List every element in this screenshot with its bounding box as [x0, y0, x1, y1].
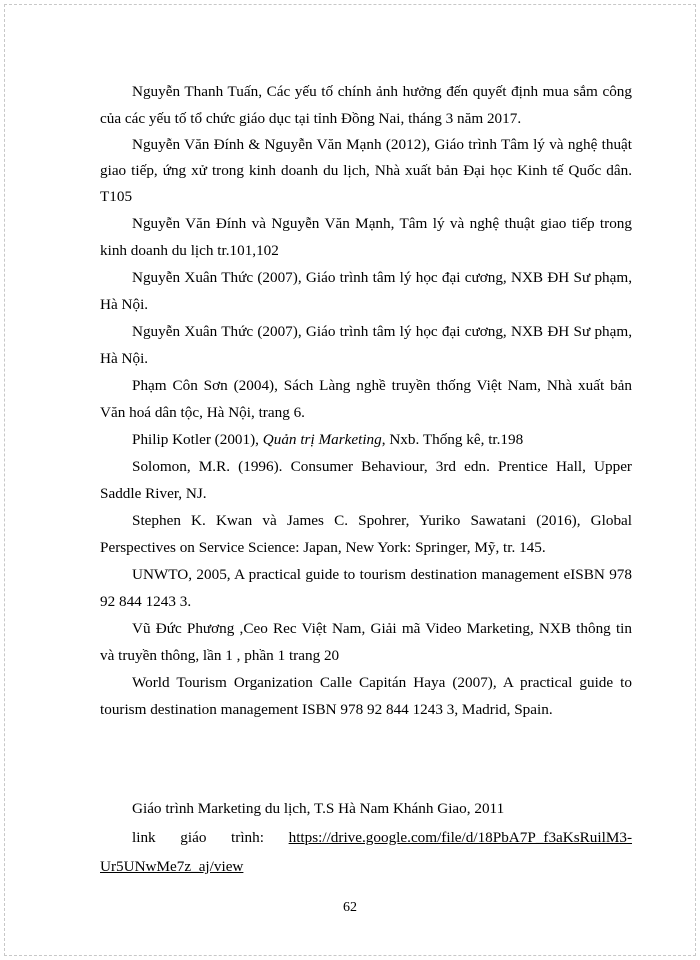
reference-text: Philip Kotler (2001), — [132, 431, 263, 448]
reference-item: Nguyễn Thanh Tuấn, Các yếu tố chính ảnh hưởng đến quyết định mua sắm công của các yếu tố tổ chức giáo dục tại tỉnh Đồng Nai, tháng 3 năm 2017. — [100, 83, 632, 127]
reference-item: Nguyễn Xuân Thức (2007), Giáo trình tâm lý học đại cương, NXB ĐH Sư phạm, Hà Nội. — [100, 269, 632, 313]
extra-references — [100, 794, 632, 881]
reference-item: Stephen K. Kwan và James C. Spohrer, Yuriko Sawatani (2016), Global Perspectives on Service Science: Japan, New York: Springer, Mỹ, tr. 145. — [100, 512, 632, 556]
textbook-link-line — [100, 823, 632, 881]
reference-item: Solomon, M.R. (1996). Consumer Behaviour, 3rd edn. Prentice Hall, Upper Saddle River, NJ. — [100, 458, 632, 502]
reference-item: Phạm Côn Sơn (2004), Sách Làng nghề truyền thống Việt Nam, Nhà xuất bản Văn hoá dân tộc, Hà Nội, trang 6. — [100, 377, 632, 421]
reference-item: UNWTO, 2005, A practical guide to tourism destination management eISBN 978 92 844 1243 3. — [100, 566, 632, 610]
page-number: 62 — [343, 900, 357, 915]
drive-link[interactable]: https://drive.google.com/file/d/18PbA7P_f3aKsRuilM3-Ur5UNwMe7z_aj/view — [100, 829, 632, 875]
reference-item — [100, 426, 632, 453]
reference-item: Nguyễn Xuân Thức (2007), Giáo trình tâm lý học đại cương, NXB ĐH Sư phạm, Hà Nội. — [100, 323, 632, 367]
textbook-reference: Giáo trình Marketing du lịch, T.S Hà Nam Khánh Giao, 2011 — [132, 800, 505, 817]
reference-item: Nguyễn Văn Đính và Nguyễn Văn Mạnh, Tâm lý và nghệ thuật giao tiếp trong kinh doanh du lịch tr.101,102 — [100, 215, 632, 259]
reference-item: Nguyễn Văn Đính & Nguyễn Văn Mạnh (2012), Giáo trình Tâm lý và nghệ thuật giao tiếp, ứng xử trong kinh doanh du lịch, Nhà xuất bản Đại học Kinh tế Quốc dân. T105 — [100, 136, 632, 205]
link-label: link giáo trình: — [132, 829, 289, 846]
reference-italic-title: Quản trị Marketing — [262, 431, 382, 448]
reference-item: World Tourism Organization Calle Capitán Haya (2007), A practical guide to tourism destination management ISBN 978 92 844 1243 3, Madrid, Spain. — [100, 674, 632, 718]
reference-item: Vũ Đức Phương ,Ceo Rec Việt Nam, Giải mã Video Marketing, NXB thông tin và truyền thông, lần 1 , phần 1 trang 20 — [100, 620, 632, 664]
reference-text: , Nxb. Thống kê, tr.198 — [381, 431, 524, 448]
reference-list — [100, 78, 632, 723]
